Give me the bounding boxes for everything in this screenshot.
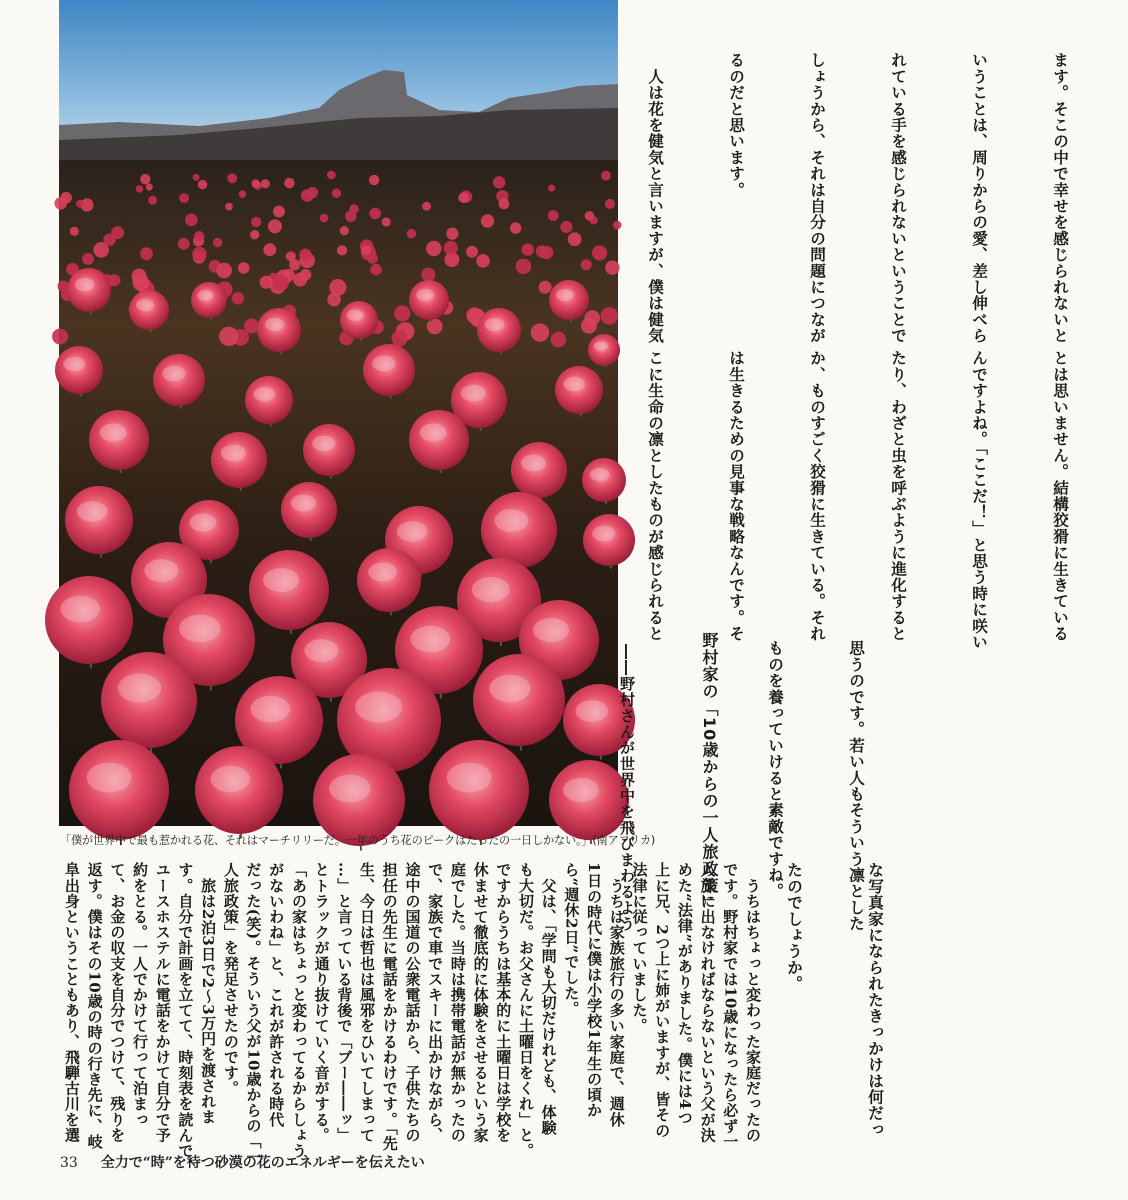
text-line: 休ませて徹底的に体験をさせるという家 [471,862,490,1143]
flower-bloom [337,245,347,255]
text-line: ます。そこの中で幸せを感じられないと [1051,52,1070,344]
text-line: とは思いません。結構狡猾に生きている [1051,350,1070,642]
flower-highlight [63,357,85,371]
flower-bloom [481,214,494,227]
flower-bloom [516,258,532,274]
flower-bloom [391,330,407,346]
question-continuation [754,862,943,1138]
text-line: て、お金の収支を自分でつけて、残りを [108,862,127,1143]
flower-bloom [216,263,232,279]
text-line: 1日の時代に僕は小学校1年生の頃か [585,862,604,1119]
flower-highlight [253,387,275,401]
flower-highlight [312,436,335,452]
flower-highlight [461,385,486,402]
flower-bloom [268,219,282,233]
flower-bloom [307,187,318,198]
body-text-right-lower [615,350,1128,650]
flower-bloom [194,231,205,242]
text-line: んですよね。「ここだ！」と思う時に咲い [970,350,989,650]
flower-highlight [576,700,608,722]
flower-highlight [416,289,434,301]
flower-highlight [329,775,370,803]
text-line: 生、今日は哲也は風邪をひいてしまって [358,862,377,1143]
flower-bloom [370,264,381,275]
flower-highlight [447,763,492,793]
photo-caption: 「僕が世界中で最も惹かれる花、それはマーチリリーだ。一年のうち花のピークはたったの一日しかない。」(南アフリカ) [60,834,656,847]
flower-bloom [132,274,149,291]
flower-bloom [539,281,552,294]
flower-highlight [489,675,530,703]
flower-bloom [551,332,567,348]
flower-bloom [407,229,416,238]
text-line: です。野村家では10歳になったら必ず一 [721,862,740,1150]
flower-highlight [533,618,569,642]
flower-highlight [485,318,505,331]
flower-bloom [369,175,379,185]
flower-highlight [590,468,610,481]
flower-bloom [560,221,572,233]
running-title: 全力で“時”を待つ砂漠の花のエネルギーを伝えたい [100,1155,425,1171]
flower-bloom [531,323,549,341]
text-line: か、ものすごく狡猾に生きている。それ [808,350,827,642]
flower-highlight [368,562,397,581]
flower-bloom [293,273,307,287]
flower-highlight [250,696,290,722]
text-line: も大切だ。お父さんに土曜日をくれ」と。 [516,862,535,1159]
flower-bloom [178,238,190,250]
text-line: 人旅に出なければならないという父が決 [698,862,717,1143]
flower-highlight [144,559,178,582]
flower-highlight [563,377,585,391]
flower-bloom [548,185,555,192]
flower-bloom [340,226,349,235]
text-line: ものを養っていけると素敵ですね。 [766,640,785,900]
flower-highlight [190,514,217,532]
text-line: たのでしょうか。 [785,862,804,992]
flower-bloom [140,174,150,184]
flower-bloom [499,198,510,209]
flower-bloom [193,174,200,181]
flower-bloom [422,202,431,211]
flower-bloom [289,259,300,270]
flower-bloom [444,241,458,255]
flower-highlight [162,366,185,382]
flower-bloom [140,247,153,260]
flower-highlight [77,501,108,521]
flower-highlight [60,596,100,622]
text-line: 法律に従っていました。 [630,862,649,1034]
text-line: 上に兄、2つ上に姉がいますが、皆その [653,862,672,1139]
flower-bloom [232,292,244,304]
page-number: 33 [60,1155,78,1171]
flower-highlight [521,455,546,472]
text-line: だった(笑)。そういう父が10歳からの「一 [244,862,263,1165]
flower-bloom [584,310,600,326]
flower-bloom [238,262,250,274]
text-line: るのだと思います。 [727,52,746,198]
flower-bloom [299,249,311,261]
flower-bloom [179,193,189,203]
text-line: 思うのです。若い人もそういう凛とした [847,640,866,932]
flower-highlight [347,310,364,321]
text-line: 「あの家はちょっと変わってるからしょう [289,862,308,1159]
flower-bloom [60,192,72,204]
flower-highlight [372,356,395,372]
text-line: 返す。僕はその10歳の時の行き先に、岐 [85,862,104,1150]
text-line: 人旅政策」を発足させたのです。 [221,862,240,1096]
flower-highlight [563,778,599,802]
text-line: ら“週休2日”でした。 [562,862,581,1017]
page-footer [60,1152,425,1172]
march-lily-photo-graphic [59,0,618,826]
flower-highlight [556,289,574,301]
text-line: で、家族で車でスキーに出かけながら、 [426,862,445,1143]
flower-bloom [510,222,521,233]
flower-highlight [263,568,299,592]
flower-bloom [52,329,68,345]
flower-bloom [250,230,259,239]
text-line: 阜出身ということもあり、飛騨古川を選 [62,862,81,1143]
flower-bloom [446,228,458,240]
text-line: うちは家族旅行の多い家庭で、週休 [607,862,626,1128]
flower-highlight [355,691,402,722]
flower-bloom [284,178,294,188]
text-line: いうことは、周りからの愛、差し伸べら [970,52,989,344]
flower-bloom [261,179,270,188]
text-line: めた“法律”がありました。僕には4つ [675,862,694,1126]
flower-bloom [548,210,559,221]
flower-bloom [536,245,548,257]
body-text-right-upper [615,52,1128,342]
text-line: ユースホステルに電話をかけて自分で予 [153,862,172,1143]
flower-highlight [397,521,428,541]
flower-bloom [361,245,371,255]
text-line: うちはちょっと変わった家庭だったの [744,862,762,1143]
text-line: 父は、「学問も大切だけれども、体験 [539,862,558,1136]
flower-bloom [148,196,157,205]
flower-highlight [221,445,246,462]
flower-bloom [239,190,247,198]
flower-highlight [472,577,510,602]
text-line: …」と言っている背後で「ブー――ッ」 [335,862,354,1143]
flower-bloom [272,274,288,290]
flower-bloom [458,192,469,203]
flower-bloom [369,208,381,220]
flower-highlight [179,615,220,643]
flower-bloom [192,247,207,262]
flower-bloom [76,200,84,208]
flower-highlight [594,341,608,351]
flower-highlight [118,674,161,703]
flower-bloom [476,254,490,268]
flower-bloom [260,276,273,289]
flower-bloom [592,245,607,260]
flower-bloom [320,214,329,223]
flower-bloom [585,211,594,220]
flower-bloom [581,259,592,270]
flower-bloom [426,241,441,256]
flower-highlight [136,299,154,311]
flower-bloom [70,227,79,236]
flower-bloom [521,243,533,255]
flower-bloom [273,206,285,218]
flower-bloom [568,232,582,246]
flower-bloom [136,185,144,193]
flower-bloom [251,217,261,227]
text-line: とトラックが通り抜けていく音がする。 [312,862,331,1143]
landscape-photo [59,0,618,826]
flower-bloom [111,226,124,239]
flower-bloom [327,293,341,307]
text-line: がないわね」と、これが許される時代 [267,862,286,1128]
section-heading: 野村家の「10歳からの一人旅政策」 [700,632,719,912]
flower-bloom [427,319,443,335]
flower-bloom [493,176,505,188]
text-line: 人は花を健気と言いますが、僕は健気 [646,52,665,344]
flower-bloom [198,180,207,189]
flower-bloom [345,211,356,222]
flower-highlight [494,509,528,532]
flower-highlight [592,526,615,542]
flower-bloom [601,171,611,181]
flower-bloom [146,183,153,190]
flower-bloom [244,318,259,333]
text-line: 旅は2泊3日で2〜3万円を渡されま [199,862,218,1125]
flower-bloom [213,238,222,247]
text-line: しょうから、それは自分の問題につなが [808,52,827,344]
text-line: れている手を感じられないということで [889,52,908,344]
flower-highlight [291,495,316,512]
text-line: こに生命の凛としたものが感じられると [646,350,665,642]
text-line: 途中の国道の公衆電話から、子供たちの [403,862,422,1143]
text-line: ですからうちは基本的に土曜日は学校を [494,862,513,1143]
flower-highlight [265,318,285,331]
flower-bloom [605,199,615,209]
flower-bloom [82,253,94,265]
flower-bloom [185,214,198,227]
flower-bloom [227,173,237,183]
flower-highlight [100,424,127,442]
flower-bloom [263,243,276,256]
text-line: たり、わざと虫を呼ぶように進化すると [889,350,908,642]
flower-bloom [382,217,391,226]
text-line: は生きるための見事な戦略なんです。そ [727,350,746,642]
flower-highlight [410,626,450,652]
flower-highlight [420,424,447,442]
flower-highlight [75,278,95,291]
flower-bloom [225,203,233,211]
flower-highlight [87,763,132,793]
flower-bloom [394,305,410,321]
flower-bloom [466,246,478,258]
text-line: な写真家になられたきっかけは何だっ [866,862,885,1138]
flower-bloom [251,179,260,188]
flower-bloom [421,268,435,282]
flower-bloom [332,188,341,197]
flower-highlight [197,290,213,301]
flower-highlight [304,639,338,662]
text-line: 担任の先生に電話をかけるわけです。「先 [380,862,399,1151]
flower-bloom [327,171,336,180]
text-line: 庭でした。当時は携帯電話が無かったの [448,862,467,1143]
flower-bloom [109,274,121,286]
text-line: 約をとる。一人でかけて行って泊まっ [131,862,150,1128]
interviewer-question: ――野村さんが世界中を飛びまわるよう [618,644,636,932]
flower-highlight [210,766,250,792]
flower-bloom [219,327,238,346]
text-line: す。自分で計画を立てて、時刻表を読んで、 [176,862,195,1174]
